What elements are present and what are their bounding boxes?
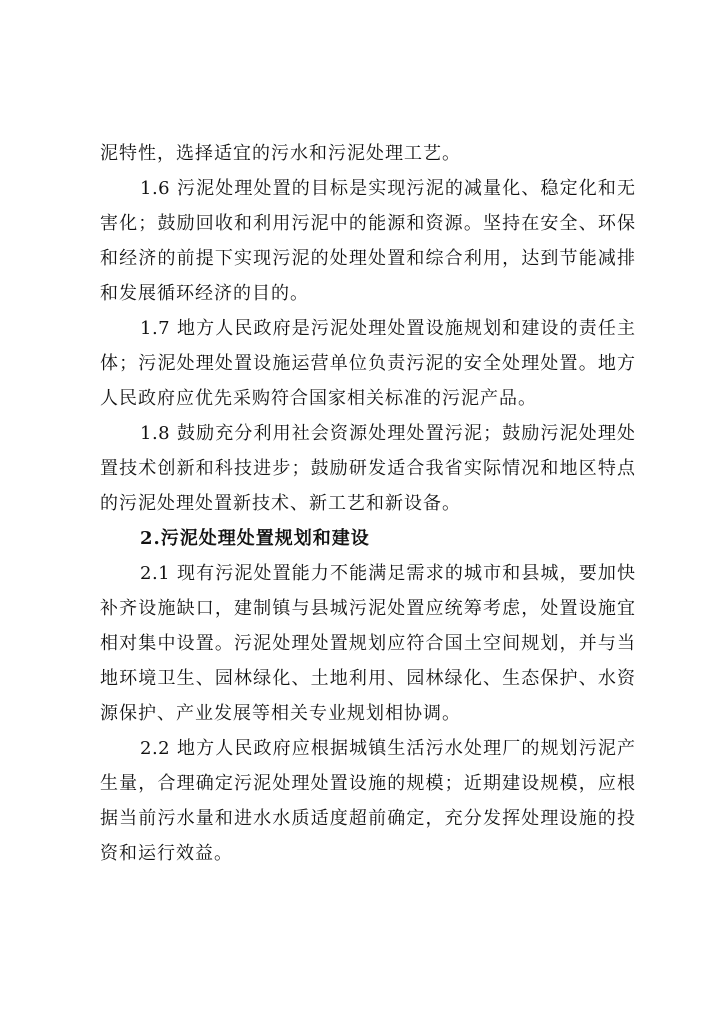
section-number: 1.6 <box>140 178 171 199</box>
paragraph-2-2 <box>100 731 636 871</box>
paragraph-1-8 <box>100 416 636 521</box>
section-text: 鼓励充分利用社会资源处理处置污泥；鼓励污泥处理处置技术创新和科技进步；鼓励研发适合我省实际情况和地区特点的污泥处理处置新技术、新工艺和新设备。 <box>100 423 636 514</box>
continuation-paragraph: 泥特性，选择适宜的污水和污泥处理工艺。 <box>100 143 461 164</box>
section-text: 地方人民政府应根据城镇生活污水处理厂的规划污泥产生量，合理确定污泥处理处置设施的规模；近期建设规模，应根据当前污水量和进水水质适度超前确定，充分发挥处理设施的投资和运行效益。 <box>100 738 636 864</box>
paragraph-1-6 <box>100 171 636 311</box>
section-number: 2.1 <box>140 563 171 584</box>
paragraph-1-7 <box>100 311 636 416</box>
section-heading: 2.污泥处理处置规划和建设 <box>140 528 370 549</box>
section-text: 污泥处理处置的目标是实现污泥的减量化、稳定化和无害化；鼓励回收和利用污泥中的能源和资源。坚持在安全、环保和经济的前提下实现污泥的处理处置和综合利用，达到节能减排和发展循环经济的目的。 <box>100 178 636 304</box>
section-number: 1.8 <box>140 423 171 444</box>
section-number: 2.2 <box>140 738 171 759</box>
section-text: 现有污泥处置能力不能满足需求的城市和县城，要加快补齐设施缺口，建制镇与县城污泥处置应统筹考虑，处置设施宜相对集中设置。污泥处理处置规划应符合国土空间规划，并与当地环境卫生、园林绿化、土地利用、园林绿化、生态保护、水资源保护、产业发展等相关专业规划相协调。 <box>100 563 636 724</box>
paragraph-2-1 <box>100 556 636 731</box>
section-number: 1.7 <box>140 318 171 339</box>
section-text: 地方人民政府是污泥处理处置设施规划和建设的责任主体；污泥处理处置设施运营单位负责污泥的安全处理处置。地方人民政府应优先采购符合国家相关标准的污泥产品。 <box>100 318 636 409</box>
document-body <box>100 136 636 871</box>
